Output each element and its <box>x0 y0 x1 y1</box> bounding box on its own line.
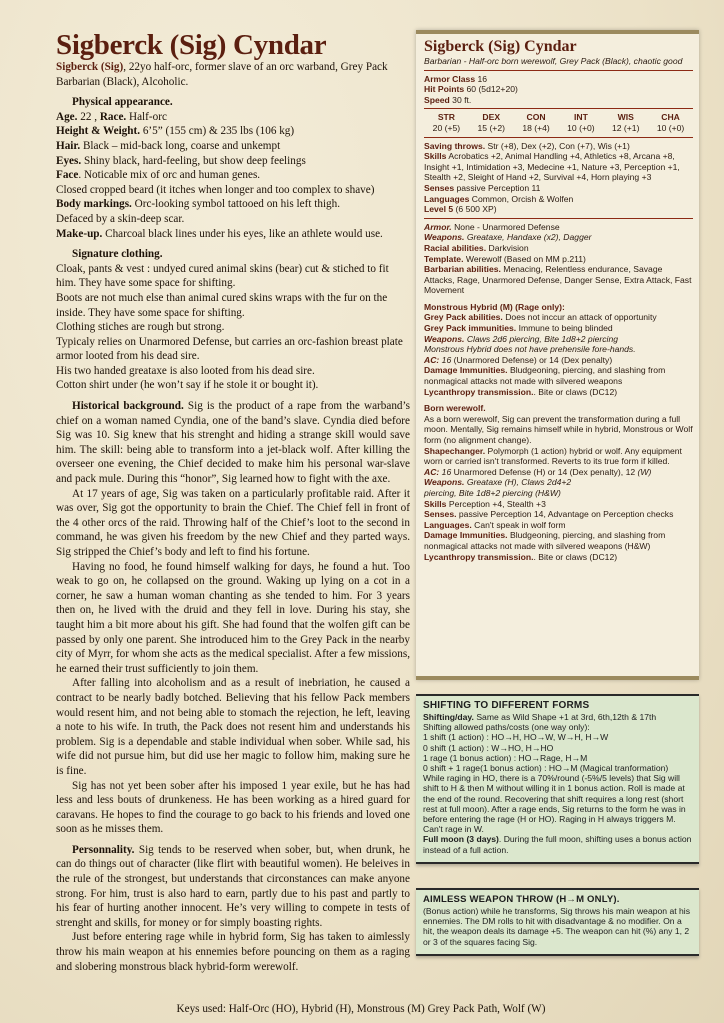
hybrid-weapons: Weapons. Claws 2d6 piercing, Bite 1d8+2 piercing <box>424 333 619 344</box>
born-senses: Senses. passive Perception 14, Advantage on Perception checks <box>424 509 674 520</box>
senses: Senses passive Perception 11 <box>424 182 541 193</box>
speed: Speed 30 ft. <box>424 94 472 105</box>
born-languages: Languages. Can't speak in wolf form <box>424 519 566 530</box>
clothing-line: Boots are not much else than animal cured skins wraps with the fur on the inside. They have some space for shifting. <box>56 291 388 319</box>
physical-age-race <box>56 110 410 125</box>
racial-abilities: Racial abilities. Darkvision <box>424 242 529 253</box>
born-weapons-cont: piercing, Bite 1d8+2 piercing (H&W) <box>424 487 561 498</box>
languages: Languages Common, Orcish & Wolfen <box>424 193 574 204</box>
ability-str: STR 20 (+5) <box>432 112 461 133</box>
history-paragraph: Historical background. Sig is the product of a rape from the warband’s chief on a woman named Cyndia, one of the band’s slave. Cyndia died before Sig was 10. Sig knew that his strenght and hiding a strange skill would save him. The skill: being able to transform into a jet-black wolf. After killing the overseer one evening, the Chief decided to make him his personal war-slave and pack mule. During this “honor”, Sig learned how to fight with the axe. <box>56 400 410 486</box>
summary-text: , 22yo half-orc, former slave of an orc warband, Grey Pack Barbarian (Black), Alcoholic. <box>56 61 388 88</box>
hybrid-grey-pack-abilities: Grey Pack abilities. Does not inccur an attack of opportunity <box>424 312 657 323</box>
shifting-line: 0 shift (1 action) : W→HO, H→HO <box>423 742 554 753</box>
barbarian-abilities: Barbarian abilities. Menacing, Relentless endurance, Savage Attacks, Rage, Unarmored Defense, Danger Sense, Extra Attack, Fast Movement <box>424 264 692 296</box>
physical-heading: Physical appearance. <box>72 96 173 109</box>
stat-subtitle: Barbarian - Half-orc born werewolf, Grey Pack (Black), chaotic good <box>424 56 683 66</box>
hybrid-heading: Monstrous Hybrid (M) (Rage only): <box>424 301 565 312</box>
physical-line: Height & Weight. 6’5” (155 cm) & 235 lbs (106 kg) <box>56 125 295 138</box>
template: Template. Werewolf (Based on MM p.211) <box>424 253 586 264</box>
ability-cha: CHA 10 (+0) <box>656 112 685 133</box>
hit-points: Hit Points 60 (5d12+20) <box>424 84 518 95</box>
physical-line: Make-up. Charcoal black lines under his eyes, like an athlete would use. <box>56 227 383 240</box>
physical-line: Body markings. Orc-looking symbol tattooed on his left thigh. <box>56 198 341 211</box>
clothing-line: His two handed greataxe is also looted from his dead sire. <box>56 364 315 377</box>
hybrid-lycanthropy: Lycanthropy transmission.. Bite or claws (DC12) <box>424 386 618 397</box>
personality-paragraph: Personnality. Sig tends to be reserved when sober, but, when drunk, he can do things out of character (like flirt with beautiful women). He beleives in the rule of the strongest, but understands that circonstances can make anyone strong. For him, trust is also hard to earn, partly due to his past and partly to his fear of hurting another innocent. He’s very willing to compete in tests of strenght and skills, for money or for simply boasting rights. <box>56 843 410 929</box>
physical-line: Defaced by a skin-deep scar. <box>56 212 185 225</box>
skills: Skills Acrobatics +2, Animal Handling +4, Athletics +8, Arcana +8, Insight +1, Intimidation +3, Medecine +1, Nature +3, Perception +1, Stealth +2, Sleight of Hand +2, Survival +4, Horn playing +3 <box>424 151 680 183</box>
age-label: Age. <box>56 110 78 123</box>
summary-name: Sigberck (Sig) <box>56 61 124 73</box>
history-paragraph: After falling into alcoholism and as a result of inebriation, he caused a contract to be nearly badly botched. Believing that his fellow Pack members would resent him, and not being able to stomach the rejection, he left, leaving a note to his wife. In truth, the Pack does not resent him and understands his problem. Sig is a dependable and stable individual when sober. While sad, his wife did not pursue him, but did use her magic to follow him, making sure he is fine. <box>56 677 410 777</box>
armor: Armor. None - Unarmored Defense <box>424 221 560 232</box>
personality-heading: Personnality. <box>72 843 135 856</box>
born-lycanthropy: Lycanthropy transmission.. Bite or claws (DC12) <box>424 551 618 562</box>
clothing-heading: Signature clothing. <box>72 248 163 261</box>
shifting-heading: SHIFTING TO DIFFERENT FORMS <box>423 700 590 711</box>
physical-line: Hair. Black – mid-back long, coarse and unkempt <box>56 139 281 152</box>
born-ac: AC: 16 Unarmored Defense (H) or 14 (Dex penalty), 12 (W) <box>424 466 652 477</box>
divider <box>424 218 693 219</box>
shifting-line: 1 shift (1 action) : HO→H, HO→W, W→H, H→W <box>423 732 609 743</box>
level: Level 5 (6 500 XP) <box>424 204 497 215</box>
history-paragraph: Sig has not yet been sober after his imposed 1 year exile, but he has had less and less bouts of drunkeness. He has been working as a hired guard for caravans. He hopes to find the courage to go back to his friends and loved one soon as he misses them. <box>56 779 410 836</box>
personality-paragraph: Just before entering rage while in hybrid form, Sig has taken to aimlessly throw his main weapon at his ennemies before pouncing on them as a raging and slobering monstrous black hybrid-form werewolf. <box>56 931 410 973</box>
hybrid-note: Monstrous Hybrid does not have prehensile fore-hands. <box>424 344 636 355</box>
history-paragraph: Having no food, he found himself walking for days, he found a hut. Too weak to go on, he collapsed on the ground. Waking up lying on a cot in a corner, he saw a human woman chanting as she tended to him. For 3 years then on, he lived with the druid and they fell in love. During his stay, she taught him a bit more about his gift. She had found that the wolfen gift can be passed by only one parent. She introduced him to the Grey Pack in the nearby city of Myrr, for whom she acts as the medical specialist. After a few missions, he earned their trust sufficiently to join them. <box>56 560 410 675</box>
shifting-box <box>416 694 699 864</box>
divider <box>424 137 693 138</box>
shifting-line: 1 rage (1 bonus action) : HO→Rage, H→M <box>423 752 588 763</box>
stat-block <box>416 30 699 680</box>
race-value: Half-orc <box>126 110 167 123</box>
weapon-throw-text: (Bonus action) while he transforms, Sig throws his main weapon at his ennemies. The DM rolls to hit with disadvantage & no modifier. On a hit, the weapon deals its damage +5. The weapon can hit (%) any 1, 2 or 3 of the squares facing Sig. <box>423 906 691 947</box>
clothing-line: Cotton shirt under (he won’t say if he stole it or bought it). <box>56 379 319 392</box>
born-heading: Born werewolf. <box>424 403 486 414</box>
character-summary <box>56 60 410 89</box>
weapon-throw-heading: AIMLESS WEAPON THROW (H→M ONLY). <box>423 894 620 905</box>
shifting-per-day: Shifting/day. Same as Wild Shape +1 at 3rd, 6th,12th & 17th <box>423 712 657 722</box>
ability-int: INT 10 (+0) <box>567 112 595 133</box>
physical-line: Eyes. Shiny black, hard-feeling, but show deep feelings <box>56 154 306 167</box>
clothing-line: Cloak, pants & vest : undyed cured animal skins (bear) cut & stiched to fit him. They have some space for shifting. <box>56 262 389 290</box>
born-shapechanger: Shapechanger. Polymorph (1 action) hybrid or wolf. Any equipment worn or carried isn't transformed. Reverts to its true form if killed. <box>424 445 682 467</box>
history-paragraph: At 17 years of age, Sig was taken on a particularly profitable raid. After it was over, Sig got the opportunity to brain the Chief. The Chief fell in front of the 4 other orcs of the raid. Throwing half of the Chief’s loot to the second in command, he was given his freedom by the new Chief and they parted ways. Sig stripped the Chief’s body and left to find his fortune. <box>56 487 410 558</box>
clothing-line: Clothing stiches are rough but strong. <box>56 321 225 334</box>
page-footer: Keys used: Half-Orc (HO), Hybrid (H), Monstrous (M) Grey Pack Path, Wolf (W) <box>176 1003 546 1015</box>
divider <box>424 70 693 71</box>
ability-con: CON 18 (+4) <box>522 112 550 133</box>
hybrid-damage-immunities: Damage Immunities. Bludgeoning, piercing, and slashing from nonmagical attacks not made with silvered weapons <box>424 365 666 387</box>
shifting-full-moon: Full moon (3 days). During the full moon, shifting uses a bonus action instead of a full action. <box>423 834 692 855</box>
armor-class: Armor Class 16 <box>424 73 488 84</box>
clothing-line: Typicaly relies on Unarmored Defense, but carries an orc-fashion breast plate armor looted from his dead sire. <box>56 335 403 363</box>
shifting-line: Shifting allowed paths/costs (one way only): <box>423 722 590 733</box>
divider <box>424 108 693 109</box>
weapon-throw-box <box>416 888 699 956</box>
born-damage-immunities: Damage Immunities. Bludgeoning, piercing, and slashing from nonmagical attacks not made with silvered weapons (H&W) <box>424 530 666 551</box>
age-value: 22 , <box>77 110 100 123</box>
ability-scores <box>424 112 693 133</box>
physical-line: Closed cropped beard (it itches when longer and too complex to shave) <box>56 183 375 196</box>
character-description <box>56 30 410 974</box>
shifting-line: 0 shift + 1 rage(1 bonus action) : HO→M (Magical tranformation) <box>423 763 669 774</box>
stat-title: Sigberck (Sig) Cyndar <box>424 38 577 55</box>
ability-wis: WIS 12 (+1) <box>611 112 640 133</box>
race-label: Race. <box>99 110 127 123</box>
born-text: As a born werewolf, Sig can prevent the transformation during a full moon. Mentally, Sig remains himself while in hybrid, Monstrous or Wolf form (no alignment change). <box>424 413 693 445</box>
born-weapons: Weapons. Greataxe (H), Claws 2d4+2 <box>424 477 572 488</box>
born-skills: Skills Perception +4, Stealth +3 <box>424 498 546 509</box>
history-heading: Historical background. <box>72 400 184 413</box>
physical-line: Face. Noticable mix of orc and human genes. <box>56 169 261 182</box>
saving-throws: Saving throws. Str (+8), Dex (+2), Con (+7), Wis (+1) <box>424 140 630 151</box>
weapons: Weapons. Greataxe, Handaxe (x2), Dagger <box>424 232 592 243</box>
hybrid-ac: AC: 16 (Unarmored Defense) or 14 (Dex penalty) <box>424 354 613 365</box>
ability-dex: DEX 15 (+2) <box>477 112 505 133</box>
character-title: Sigberck (Sig) Cyndar <box>56 29 327 61</box>
shifting-rage-text: While raging in HO, there is a 70%/round (-5%/5 levels) that Sig will shift to H & then M without willing it in 1 bonus action. Roll is made at the end of the round. Recovering that shift requires a long rest (short rest at full moon). After a rage ends, Sig returns to the form he was in before entering the rage (H or HO). Raging in H always triggers M. Can't rage in W. <box>423 773 686 835</box>
hybrid-grey-pack-immunities: Grey Pack immunities. Immune to being blinded <box>424 323 613 334</box>
